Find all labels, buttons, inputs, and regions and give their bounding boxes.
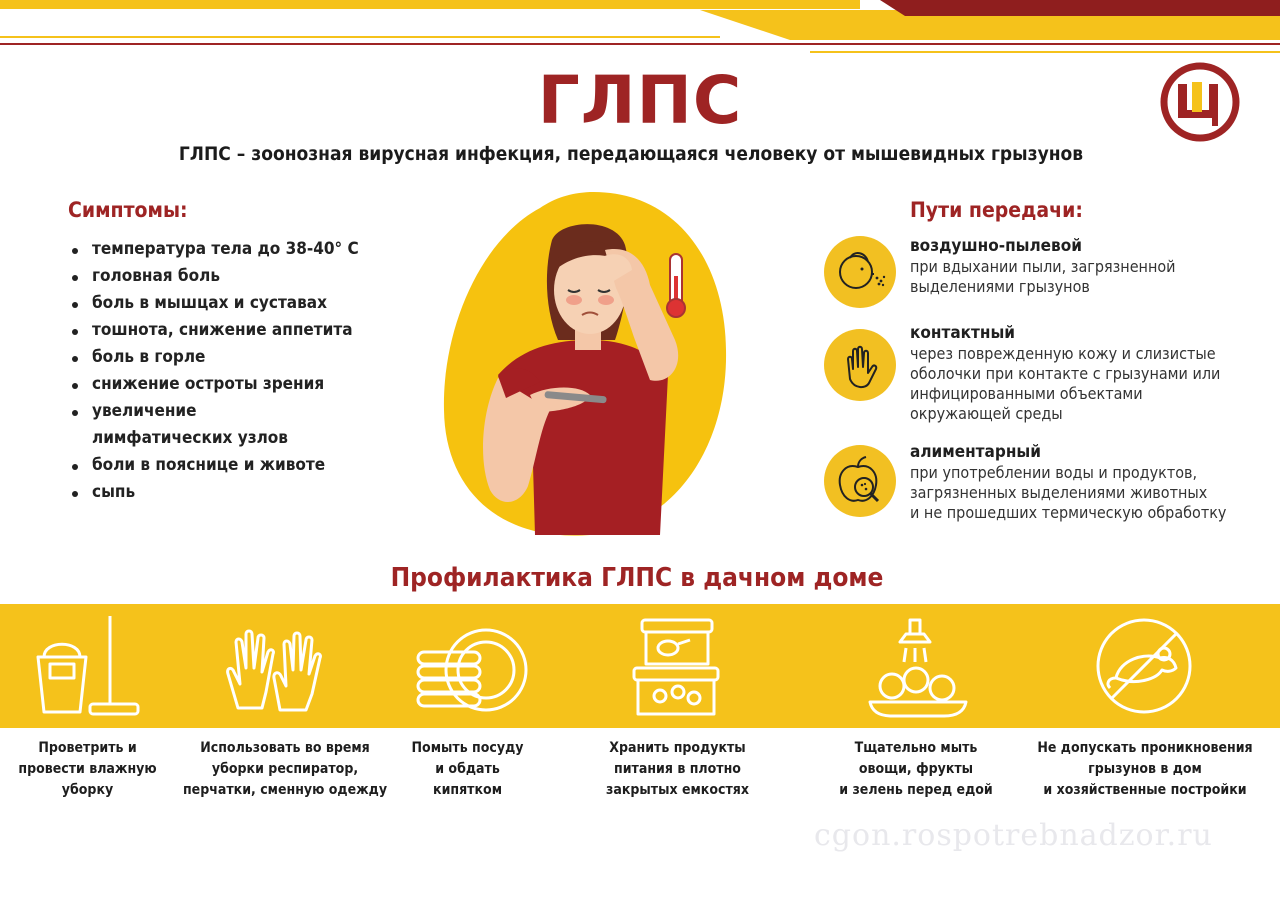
label-line: грызунов в дом [1088,761,1202,777]
list-item: головная боль [70,263,370,290]
route-alimentary [824,442,1264,532]
route-line: через поврежденную кожу и слизистые [910,344,1216,363]
prevention-label [180,738,390,801]
label-line: и зелень перед едой [839,782,993,798]
route-line: инфицированными объектами [910,384,1143,403]
food-container-icon [628,612,724,724]
label-line: Проветрить и [38,740,137,756]
prevention-label [1030,738,1260,801]
sick-woman-illustration [440,190,730,540]
label-line: перчатки, сменную одежду [182,782,388,798]
prevention-label [390,738,545,801]
label-line: Использовать во время [200,740,370,756]
route-description [910,463,1270,523]
label-line: Тщательно мыть [854,740,978,756]
label-line: уборки респиратор, [211,761,359,777]
route-description [910,257,1270,297]
label-line: уборку [61,782,114,798]
route-line: загрязненных выделениями животных [910,483,1208,502]
label-line: провести влажную [18,761,157,777]
label-line: Помыть посуду [411,740,524,756]
route-line: оболочки при контакте с грызунами или [910,364,1221,383]
list-item: боли в пояснице и животе [70,452,370,479]
page-title: ГЛПС [537,62,743,139]
list-item: тошнота, снижение аппетита [70,317,370,344]
route-title: воздушно-пылевой [910,236,1082,256]
list-item: увеличение лимфатических узлов [70,398,332,452]
cgon-logo-icon [1158,60,1242,144]
route-line: при употреблении воды и продуктов, [910,463,1198,482]
label-line: Хранить продукты [609,740,746,756]
label-line: закрытых емкостях [606,782,749,798]
list-item: боль в горле [70,344,370,371]
label-line: и хозяйственные постройки [1043,782,1247,798]
route-airborne [824,236,1264,316]
route-description [910,344,1270,424]
plates-icon [410,612,540,724]
list-item: снижение остроты зрения [70,371,370,398]
label-line: питания в плотно [614,761,741,777]
header-decoration [0,0,1280,60]
apple-magnifier-icon [824,445,896,517]
transmission-heading: Пути передачи: [910,198,1083,222]
route-line: окружающей среды [910,404,1063,423]
bucket-mop-icon [30,612,150,724]
route-title: алиментарный [910,442,1041,462]
hand-icon [824,329,896,401]
no-rodents-icon [1092,612,1196,724]
gloves-icon [218,612,328,724]
label-line: и обдать [435,761,500,777]
washing-vegetables-icon [864,612,974,724]
watermark: cgon.rospotrebnadzor.ru [814,818,1213,853]
symptoms-list [70,236,370,506]
prevention-label [822,738,1010,801]
prevention-label [10,738,165,801]
list-item: температура тела до 38-40° С [70,236,370,263]
list-item: сыпь [70,479,370,506]
page-subtitle: ГЛПС – зоонозная вирусная инфекция, передающаяся человеку от мышевидных грызунов [178,143,1084,165]
route-title: контактный [910,323,1016,343]
route-line: выделениями грызунов [910,277,1090,296]
label-line: Не допускать проникновения [1037,740,1253,756]
sneeze-face-icon [824,236,896,308]
prevention-heading: Профилактика ГЛПС в дачном доме [390,563,884,593]
symptoms-heading: Симптомы: [68,198,188,222]
list-item: боль в мышцах и суставах [70,290,370,317]
label-line: кипятком [433,782,502,798]
route-line: и не прошедших термическую обработку [910,503,1227,522]
prevention-label [585,738,770,801]
route-line: при вдыхании пыли, загрязненной [910,257,1176,276]
route-contact [824,323,1264,433]
label-line: овощи, фрукты [858,761,974,777]
